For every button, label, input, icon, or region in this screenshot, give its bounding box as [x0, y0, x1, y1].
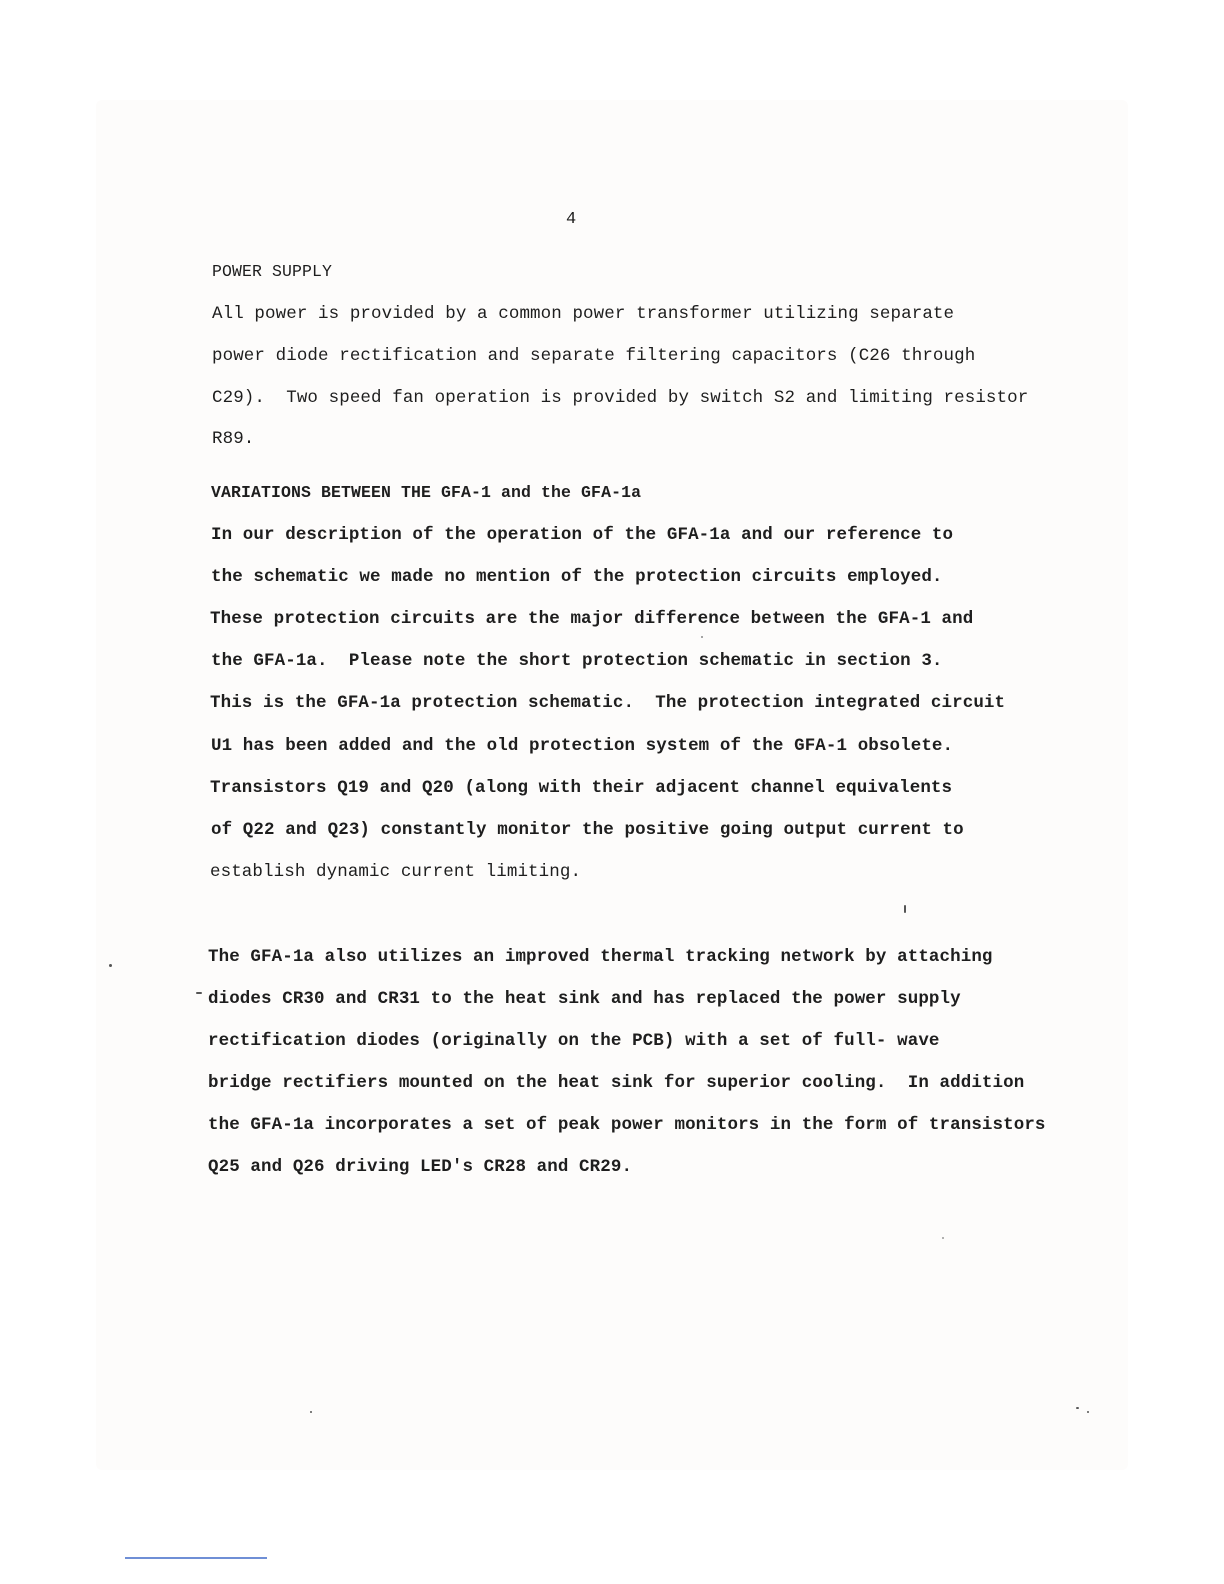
power-supply-line: power diode rectification and separate filtering capacitors (C26 through [212, 346, 976, 366]
variations-paragraph2-line: rectification diodes (originally on the PCB) with a set of full- wave [208, 1031, 940, 1051]
power-supply-line: All power is provided by a common power transformer utilizing separate [212, 304, 955, 324]
variations-paragraph1-line: the GFA-1a. Please note the short protection schematic in section 3. [211, 651, 943, 671]
scan-dot [1076, 1407, 1079, 1409]
variations-paragraph1-line: of Q22 and Q23) constantly monitor the positive going output current to [211, 820, 964, 840]
variations-paragraph1-line: These protection circuits are the major difference between the GFA-1 and [210, 609, 974, 629]
variations-paragraph1-line: U1 has been added and the old protection system of the GFA-1 obsolete. [211, 736, 954, 756]
footnote-rule [125, 1557, 267, 1559]
scan-dot [942, 1237, 944, 1239]
page-number: 4 [566, 210, 577, 229]
variations-paragraph2-line: diodes CR30 and CR31 to the heat sink and has replaced the power supply [208, 989, 961, 1009]
variations-paragraph1-line: This is the GFA-1a protection schematic. The protection integrated circuit [210, 693, 1006, 713]
scan-dot [701, 636, 703, 638]
variations-paragraph1-line: Transistors Q19 and Q20 (along with their adjacent channel equivalents [210, 778, 953, 798]
variations-paragraph2-line: Q25 and Q26 driving LED's CR28 and CR29. [208, 1157, 633, 1177]
power-supply-line: R89. [212, 429, 255, 449]
variations-paragraph2-line: bridge rectifiers mounted on the heat sink for superior cooling. In addition [208, 1073, 1025, 1093]
variations-paragraph2-line: the GFA-1a incorporates a set of peak power monitors in the form of transistors [208, 1115, 1046, 1135]
scan-mark [904, 905, 906, 913]
variations-paragraph1-line: In our description of the operation of the GFA-1a and our reference to [211, 525, 954, 545]
variations-heading: VARIATIONS BETWEEN THE GFA-1 and the GFA-1a [211, 483, 642, 502]
power-supply-line: C29). Two speed fan operation is provided by switch S2 and limiting resistor [212, 388, 1029, 408]
variations-paragraph1-line: the schematic we made no mention of the protection circuits employed. [211, 567, 943, 587]
variations-paragraph1-line: establish dynamic current limiting. [210, 862, 582, 882]
scan-dash [196, 992, 202, 994]
variations-paragraph2-line: The GFA-1a also utilizes an improved thermal tracking network by attaching [208, 947, 993, 967]
scan-dot [310, 1411, 312, 1413]
scan-dot [109, 964, 112, 967]
power-supply-heading: POWER SUPPLY [212, 262, 333, 281]
scan-dot [1087, 1411, 1089, 1413]
